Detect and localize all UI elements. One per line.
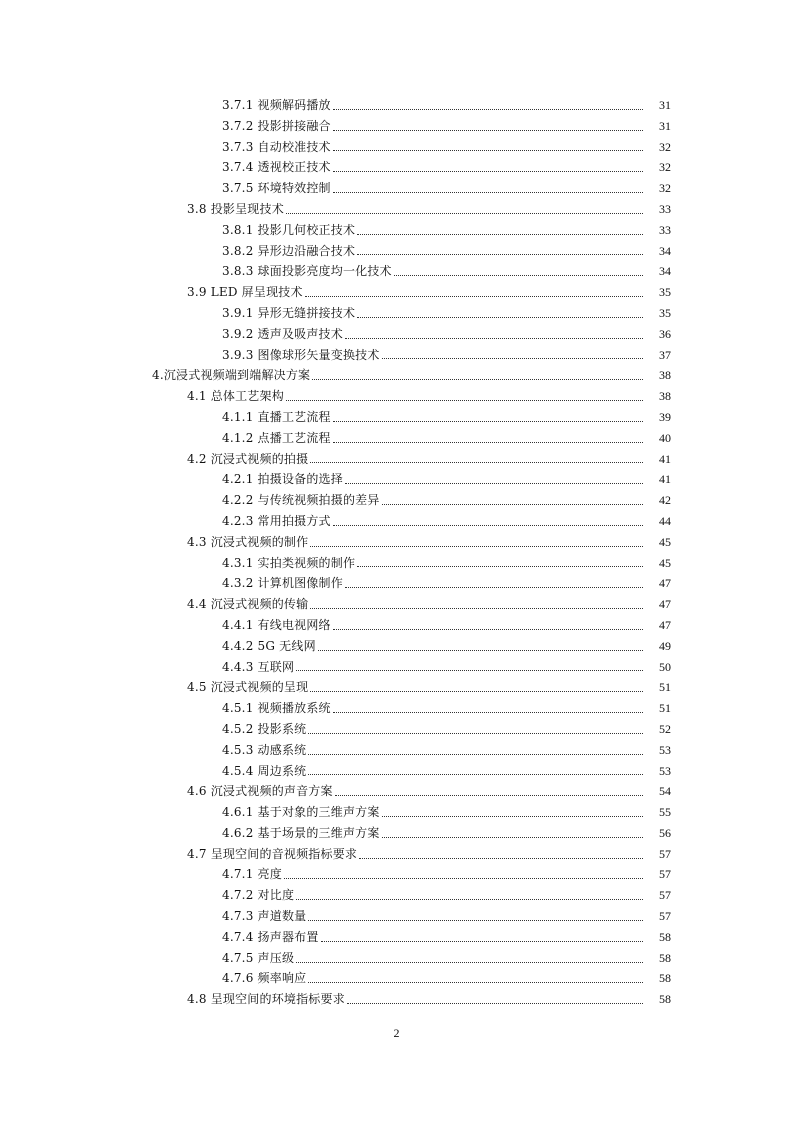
toc-dot-leader: [286, 212, 643, 214]
toc-entry-title: 4.6 沉浸式视频的声音方案: [187, 784, 333, 799]
toc-dot-leader: [310, 545, 643, 547]
toc-entry-page-number: 36: [659, 326, 671, 341]
toc-dot-leader: [305, 295, 643, 297]
toc-entry[interactable]: [0, 449, 793, 470]
toc-entry-title: 4.5.3 动感系统: [222, 742, 307, 757]
toc-dot-leader: [357, 316, 643, 318]
toc-entry[interactable]: [0, 365, 793, 386]
toc-entry-page-number: 47: [659, 597, 671, 612]
toc-entry-title: 3.9.1 异形无缝拼接技术: [222, 305, 356, 320]
toc-dot-leader: [308, 773, 643, 775]
toc-entry-title: 4.5.1 视频播放系统: [222, 701, 331, 716]
toc-entry[interactable]: [0, 532, 793, 553]
toc-entry-page-number: 57: [659, 888, 671, 903]
toc-entry-page-number: 38: [659, 368, 671, 383]
toc-entry-page-number: 53: [659, 742, 671, 757]
toc-entry-title: 4.6.1 基于对象的三维声方案: [222, 805, 380, 820]
toc-entry[interactable]: [0, 553, 793, 574]
toc-entry[interactable]: [0, 844, 793, 865]
toc-entry[interactable]: [0, 220, 793, 241]
toc-entry-page-number: 57: [659, 909, 671, 924]
toc-entry[interactable]: [0, 511, 793, 532]
toc-entry-page-number: 45: [659, 555, 671, 570]
toc-entry-title: 4.1 总体工艺架构: [187, 389, 284, 404]
toc-entry[interactable]: [0, 116, 793, 137]
toc-dot-leader: [308, 732, 643, 734]
toc-dot-leader: [382, 357, 643, 359]
toc-entry[interactable]: [0, 261, 793, 282]
toc-dot-leader: [333, 129, 643, 131]
toc-entry-title: 3.9.2 透声及吸声技术: [222, 326, 343, 341]
toc-dot-leader: [308, 919, 643, 921]
toc-entry-page-number: 55: [659, 805, 671, 820]
toc-dot-leader: [382, 503, 643, 505]
toc-entry-title: 4.1.2 点播工艺流程: [222, 430, 331, 445]
toc-entry-page-number: 47: [659, 617, 671, 632]
toc-entry[interactable]: [0, 345, 793, 366]
toc-entry-title: 4.2.3 常用拍摄方式: [222, 513, 331, 528]
toc-entry[interactable]: [0, 386, 793, 407]
toc-entry-title: 4.沉浸式视频端到端解决方案: [152, 368, 311, 383]
toc-entry-title: 4.3 沉浸式视频的制作: [187, 534, 309, 549]
toc-entry[interactable]: [0, 157, 793, 178]
toc-entry[interactable]: [0, 968, 793, 989]
toc-entry-page-number: 32: [659, 181, 671, 196]
toc-dot-leader: [308, 981, 643, 983]
toc-entry-page-number: 49: [659, 638, 671, 653]
toc-dot-leader: [382, 836, 643, 838]
toc-entry[interactable]: [0, 906, 793, 927]
toc-entry-page-number: 50: [659, 659, 671, 674]
toc-entry-title: 3.7.4 透视校正技术: [222, 160, 331, 175]
toc-entry-title: 4.4.3 互联网: [222, 659, 295, 674]
toc-entry[interactable]: [0, 719, 793, 740]
toc-entry-page-number: 58: [659, 992, 671, 1007]
toc-entry-title: 3.9 LED 屏呈现技术: [187, 285, 303, 300]
toc-entry[interactable]: [0, 241, 793, 262]
toc-entry-page-number: 32: [659, 139, 671, 154]
toc-entry[interactable]: [0, 137, 793, 158]
toc-entry-page-number: 44: [659, 513, 671, 528]
toc-dot-leader: [286, 399, 643, 401]
toc-entry-title: 4.8 呈现空间的环境指标要求: [187, 992, 345, 1007]
toc-dot-leader: [333, 628, 643, 630]
toc-entry-page-number: 58: [659, 950, 671, 965]
toc-entry-title: 4.3.1 实拍类视频的制作: [222, 555, 356, 570]
toc-dot-leader: [382, 815, 643, 817]
toc-entry[interactable]: [0, 615, 793, 636]
toc-entry-title: 4.4.2 5G 无线网: [222, 638, 316, 653]
toc-entry[interactable]: [0, 823, 793, 844]
toc-entry-title: 3.7.1 视频解码播放: [222, 98, 331, 112]
toc-entry-title: 3.8.2 异形边沿融合技术: [222, 243, 356, 258]
toc-entry[interactable]: [0, 594, 793, 615]
toc-entry-page-number: 47: [659, 576, 671, 591]
toc-entry-title: 3.7.3 自动校准技术: [222, 139, 331, 154]
toc-dot-leader: [333, 149, 643, 151]
toc-entry-page-number: 41: [659, 472, 671, 487]
toc-entry[interactable]: [0, 303, 793, 324]
toc-entry[interactable]: [0, 740, 793, 761]
toc-entry-title: 4.7.1 亮度: [222, 867, 282, 882]
toc-dot-leader: [284, 877, 643, 879]
toc-dot-leader: [308, 753, 643, 755]
toc-dot-leader: [345, 482, 643, 484]
toc-entry[interactable]: [0, 573, 793, 594]
toc-dot-leader: [310, 690, 643, 692]
toc-entry-page-number: 31: [659, 118, 671, 133]
toc-entry-page-number: 39: [659, 409, 671, 424]
toc-entry-title: 4.3.2 计算机图像制作: [222, 576, 343, 591]
toc-entry-title: 4.7 呈现空间的音视频指标要求: [187, 846, 358, 861]
toc-dot-leader: [296, 898, 643, 900]
toc-entry[interactable]: [0, 885, 793, 906]
toc-entry-page-number: 41: [659, 451, 671, 466]
toc-entry-page-number: 42: [659, 493, 671, 508]
toc-dot-leader: [310, 461, 643, 463]
toc-entry[interactable]: [0, 781, 793, 802]
toc-entry-title: 3.7.2 投影拼接融合: [222, 118, 331, 133]
toc-entry[interactable]: [0, 490, 793, 511]
page-number: 2: [393, 1026, 400, 1040]
toc-dot-leader: [333, 711, 643, 713]
toc-dot-leader: [321, 940, 643, 942]
toc-entry-page-number: 33: [659, 222, 671, 237]
toc-entry-title: 4.4 沉浸式视频的传输: [187, 597, 309, 612]
toc-entry[interactable]: [0, 324, 793, 345]
toc-dot-leader: [357, 253, 643, 255]
toc-dot-leader: [333, 524, 643, 526]
toc-entry-title: 4.7.6 频率响应: [222, 971, 307, 986]
toc-dot-leader: [333, 191, 643, 193]
toc-entry-page-number: 33: [659, 201, 671, 216]
toc-entry-page-number: 58: [659, 929, 671, 944]
toc-dot-leader: [357, 233, 643, 235]
toc-entry-page-number: 38: [659, 389, 671, 404]
toc-entry-title: 3.8.3 球面投影亮度均一化技术: [222, 264, 392, 279]
toc-entry-page-number: 51: [659, 701, 671, 716]
toc-entry-title: 4.5.2 投影系统: [222, 721, 307, 736]
toc-dot-leader: [345, 586, 643, 588]
toc-entry-page-number: 34: [659, 264, 671, 279]
toc-entry-title: 3.9.3 图像球形矢量变换技术: [222, 347, 380, 362]
toc-entry-title: 4.7.3 声道数量: [222, 909, 307, 924]
toc-entry-page-number: 58: [659, 971, 671, 986]
toc-entry-title: 4.7.5 声压级: [222, 950, 295, 965]
toc-entry-page-number: 34: [659, 243, 671, 258]
toc-entry[interactable]: [0, 761, 793, 782]
toc-entry-title: 3.8.1 投影几何校正技术: [222, 222, 356, 237]
toc-dot-leader: [333, 170, 643, 172]
toc-entry[interactable]: [0, 282, 793, 303]
toc-entry-title: 4.6.2 基于场景的三维声方案: [222, 825, 380, 840]
toc-entry[interactable]: [0, 407, 793, 428]
toc-dot-leader: [296, 669, 643, 671]
toc-entry[interactable]: [0, 95, 793, 116]
toc-dot-leader: [333, 441, 643, 443]
toc-entry[interactable]: [0, 989, 793, 1010]
toc-entry-title: 3.8 投影呈现技术: [187, 201, 284, 216]
toc-entry-page-number: 54: [659, 784, 671, 799]
toc-dot-leader: [357, 565, 643, 567]
toc-entry-page-number: 32: [659, 160, 671, 175]
toc-entry-page-number: 35: [659, 305, 671, 320]
table-of-contents: [0, 95, 793, 1010]
toc-entry-title: 4.7.4 扬声器布置: [222, 929, 319, 944]
toc-entry[interactable]: [0, 636, 793, 657]
toc-dot-leader: [394, 274, 643, 276]
toc-entry-page-number: 56: [659, 825, 671, 840]
toc-entry-page-number: 53: [659, 763, 671, 778]
toc-dot-leader: [333, 420, 643, 422]
toc-entry[interactable]: [0, 199, 793, 220]
toc-entry[interactable]: [0, 469, 793, 490]
toc-entry-page-number: 57: [659, 846, 671, 861]
toc-entry-title: 4.7.2 对比度: [222, 888, 295, 903]
toc-entry-page-number: 37: [659, 347, 671, 362]
toc-entry[interactable]: [0, 698, 793, 719]
toc-dot-leader: [347, 1002, 643, 1004]
toc-entry-title: 4.5.4 周边系统: [222, 763, 307, 778]
toc-dot-leader: [359, 857, 643, 859]
toc-entry-title: 4.4.1 有线电视网络: [222, 617, 331, 632]
toc-dot-leader: [335, 794, 643, 796]
toc-entry[interactable]: [0, 864, 793, 885]
toc-entry[interactable]: [0, 657, 793, 678]
toc-entry-title: 4.2 沉浸式视频的拍摄: [187, 451, 309, 466]
toc-entry-page-number: 57: [659, 867, 671, 882]
toc-entry[interactable]: [0, 802, 793, 823]
toc-entry-page-number: 52: [659, 721, 671, 736]
toc-entry-title: 4.5 沉浸式视频的呈现: [187, 680, 309, 695]
toc-entry-title: 4.1.1 直播工艺流程: [222, 409, 331, 424]
toc-dot-leader: [318, 649, 643, 651]
toc-entry-page-number: 40: [659, 430, 671, 445]
toc-dot-leader: [345, 337, 643, 339]
toc-entry-page-number: 35: [659, 285, 671, 300]
toc-entry[interactable]: [0, 428, 793, 449]
toc-entry-title: 3.7.5 环境特效控制: [222, 181, 331, 196]
toc-dot-leader: [333, 108, 643, 110]
toc-entry-page-number: 45: [659, 534, 671, 549]
toc-entry[interactable]: [0, 677, 793, 698]
toc-dot-leader: [296, 961, 643, 963]
toc-entry[interactable]: [0, 948, 793, 969]
toc-entry-page-number: 51: [659, 680, 671, 695]
toc-entry[interactable]: [0, 927, 793, 948]
toc-entry[interactable]: [0, 178, 793, 199]
toc-entry-page-number: 31: [659, 98, 671, 112]
toc-dot-leader: [310, 607, 643, 609]
toc-dot-leader: [312, 378, 643, 380]
toc-entry-title: 4.2.2 与传统视频拍摄的差异: [222, 493, 380, 508]
toc-entry-title: 4.2.1 拍摄设备的选择: [222, 472, 343, 487]
